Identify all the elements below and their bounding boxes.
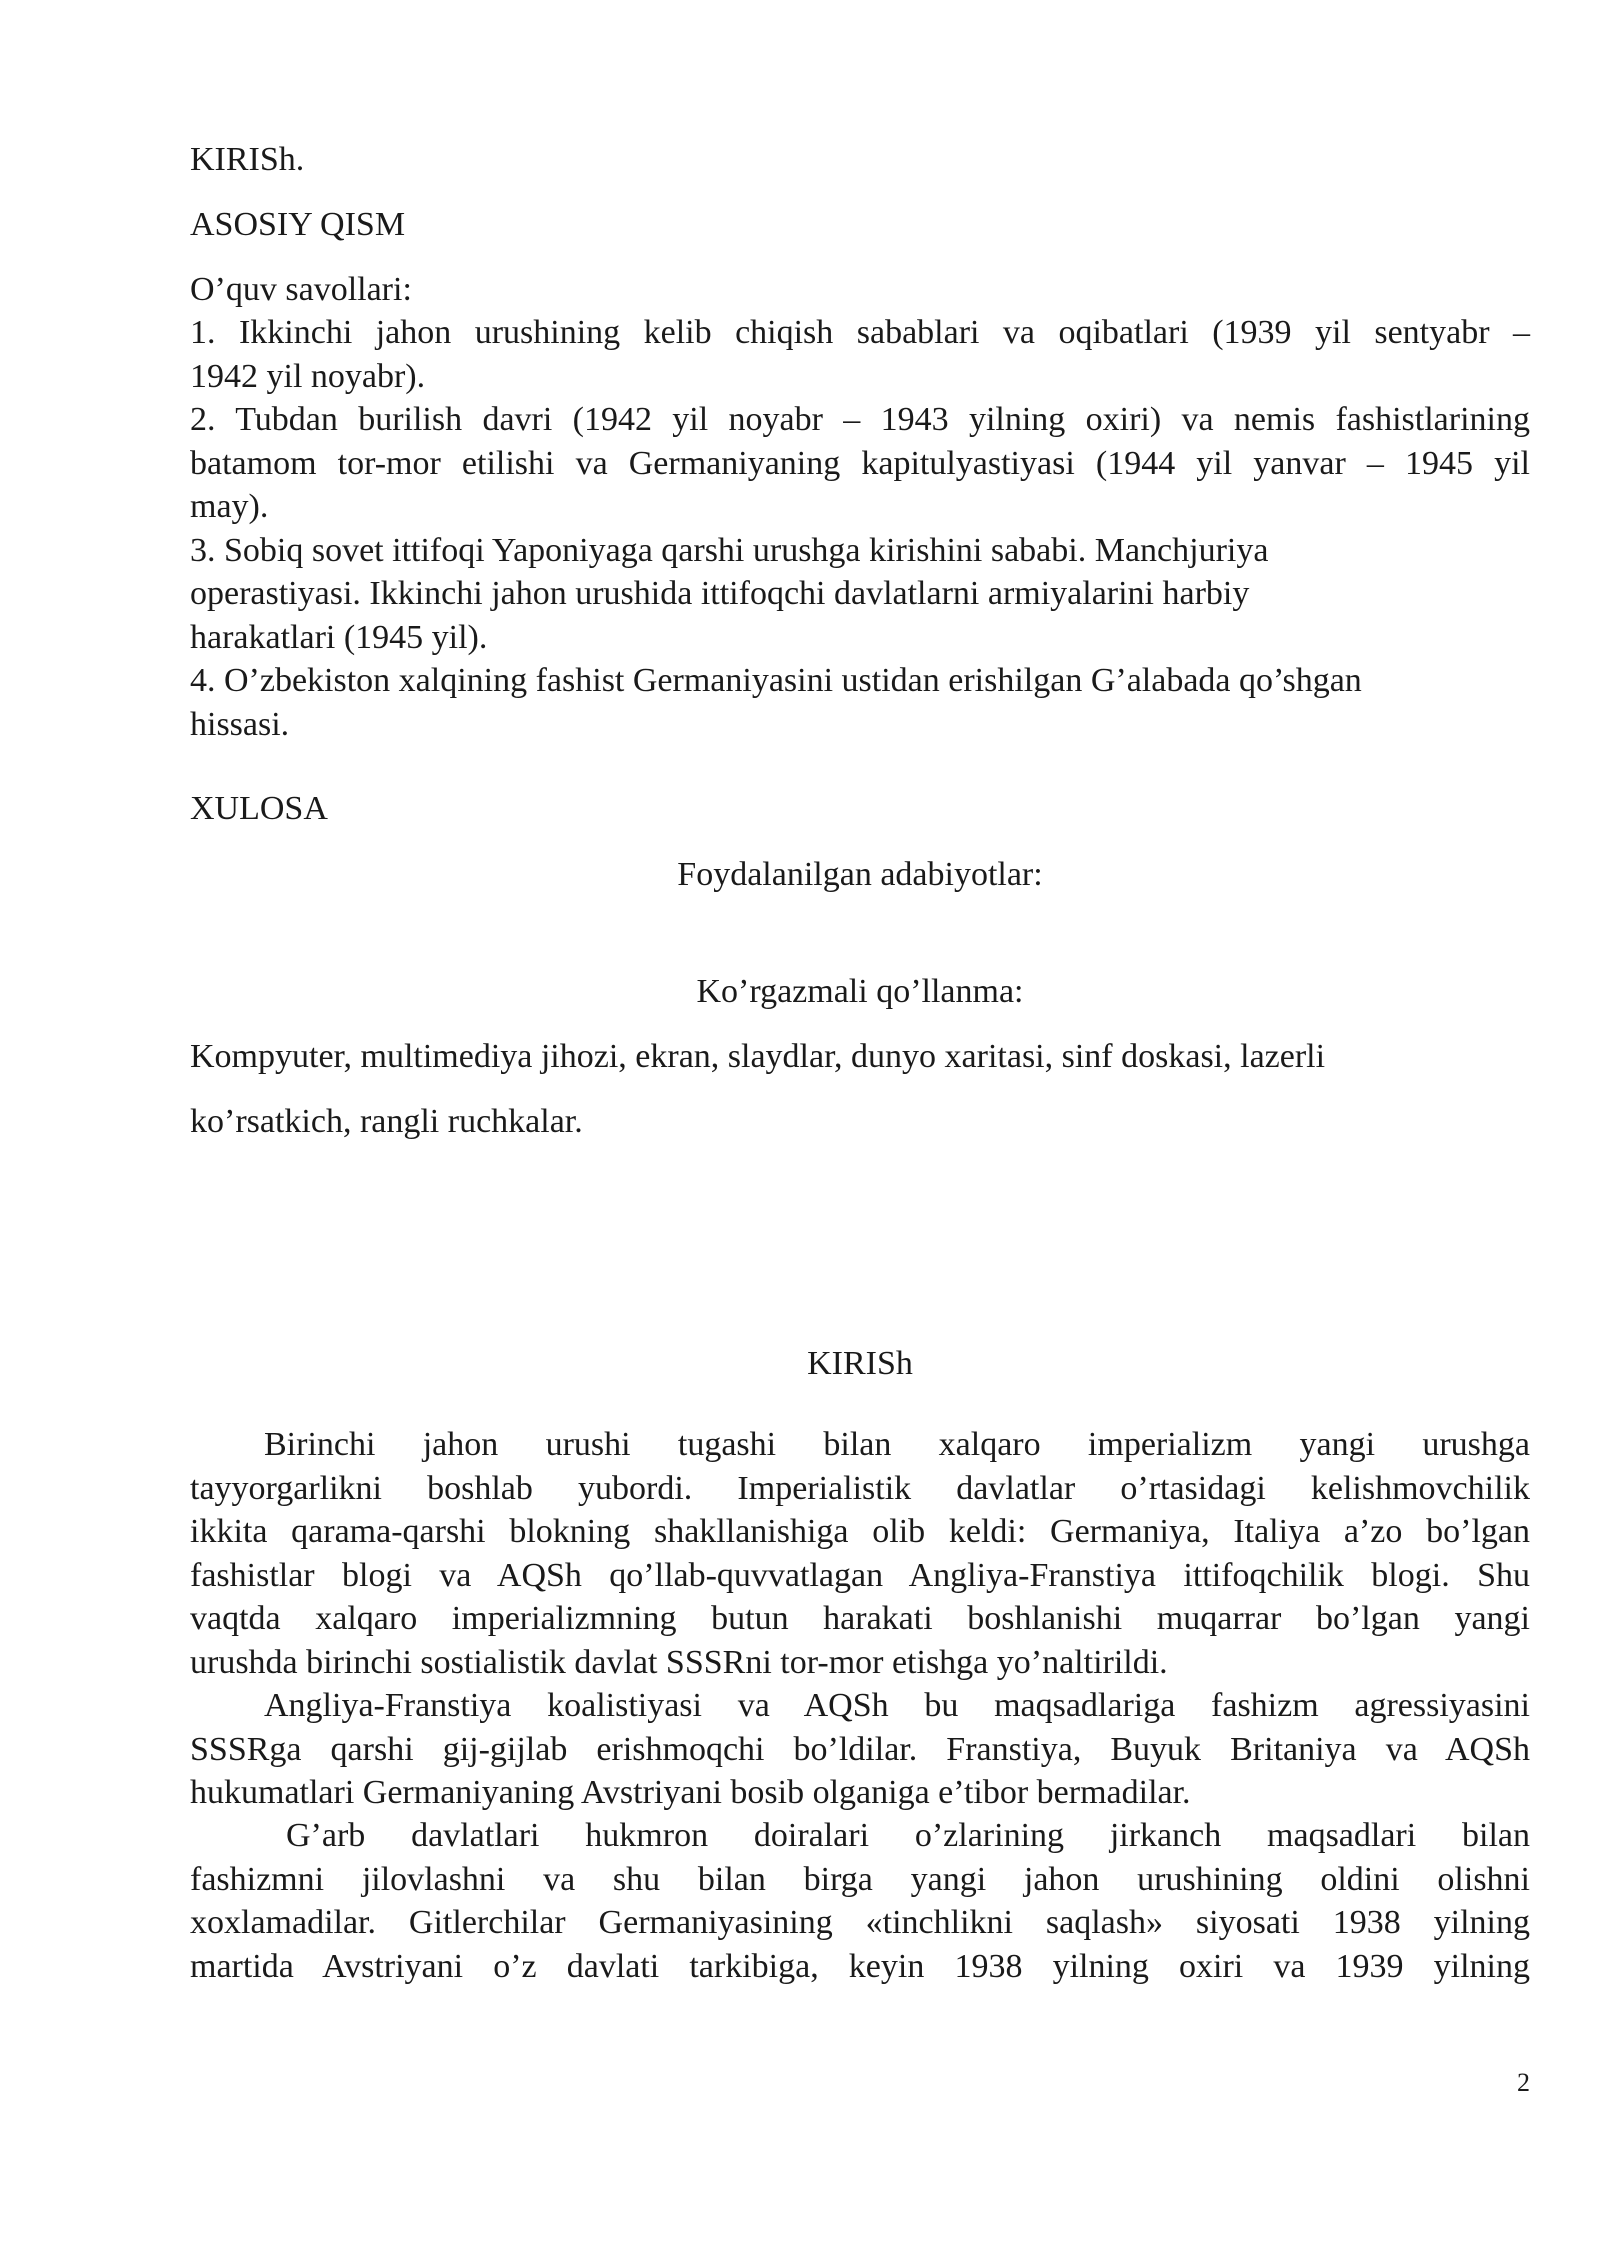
paragraph-2-line-2: SSSRga qarshi gij-gijlab erishmoqchi bo’ldilar. Franstiya, Buyuk Britaniya va AQSh — [190, 1730, 1530, 1768]
korgazmali-heading: Ko’rgazmali qo’llanma: — [696, 973, 1024, 1010]
paragraph-3-line-1: G’arb davlatlari hukmron doiralari o’zlarining jirkanch maqsadlari bilan — [286, 1817, 1530, 1854]
question-2-line-1: 2. Tubdan burilish davri (1942 yil noyabr – 1943 yilning oxiri) va nemis fashistlarining — [190, 401, 1530, 438]
paragraph-2-line-3: hukumatlari Germaniyaning Avstriyani bosib olganiga e’tibor bermadilar. — [190, 1774, 1191, 1811]
paragraph-3 — [190, 1814, 1530, 1988]
question-1-line-1: 1. Ikkinchi jahon urushining kelib chiqish sabablari va oqibatlari (1939 yil sentyabr – — [190, 314, 1530, 351]
question-2-line-2: batamom tor-mor etilishi va Germaniyaning kapitulyastiyasi (1944 yil yanvar – 1945 yil — [190, 444, 1530, 482]
paragraph-3-line-3: xoxlamadilar. Gitlerchilar Germaniyasining «tinchlikni saqlash» siyosati 1938 yilning — [190, 1904, 1530, 1941]
question-list — [190, 311, 1530, 746]
question-3-line-2: operastiyasi. Ikkinchi jahon urushida ittifoqchi davlatlarni armiyalarini harbiy — [190, 575, 1250, 612]
section-title: KIRISh — [807, 1345, 913, 1382]
paragraph-3-line-2: fashizmni jilovlashni va shu bilan birga yangi jahon urushining oldini olishni — [190, 1860, 1530, 1898]
question-1-line-2: 1942 yil noyabr). — [190, 357, 426, 395]
question-4-line-2: hissasi. — [190, 705, 290, 743]
toc-xulosa: XULOSA — [190, 790, 328, 827]
paragraph-1 — [190, 1423, 1530, 1684]
toc-savollar-title: O’quv savollari: — [190, 271, 412, 308]
paragraph-1-line-2: tayyorgarlikni boshlab yubordi. Imperialistik davlatlar o’rtasidagi kelishmovchilik — [190, 1469, 1530, 1507]
paragraph-1-line-4: fashistlar blogi va AQSh qo’llab-quvvatlagan Angliya-Franstiya ittifoqchilik blogi. Shu — [190, 1556, 1530, 1594]
paragraph-1-line-1: Birinchi jahon urushi tugashi bilan xalqaro imperializm yangi urushga — [264, 1426, 1530, 1463]
paragraph-2 — [190, 1684, 1530, 1815]
paragraph-1-line-6: urushda birinchi sostialistik davlat SSSRni tor-mor etishga yo’naltirildi. — [190, 1643, 1168, 1681]
paragraph-3-line-4: martida Avstriyani o’z davlati tarkibiga, keyin 1938 yilning oxiri va 1939 yilning — [190, 1947, 1530, 1985]
paragraph-1-line-3: ikkita qarama-qarshi blokning shakllanishiga olib keldi: Germaniya, Italiya a’zo bo’lgan — [190, 1513, 1530, 1550]
question-3-line-1: 3. Sobiq sovet ittifoqi Yaponiyaga qarshi urushga kirishini sababi. Manchjuriya — [190, 531, 1269, 569]
korgazmali-text-line-1: Kompyuter, multimediya jihozi, ekran, slaydlar, dunyo xaritasi, sinf doskasi, lazerli — [190, 1038, 1326, 1075]
korgazmali-text-line-2: ko’rsatkich, rangli ruchkalar. — [190, 1103, 583, 1140]
toc-kirish: KIRISh. — [190, 141, 305, 178]
question-3-line-3: harakatlari (1945 yil). — [190, 618, 488, 656]
paragraph-2-line-1: Angliya-Franstiya koalistiyasi va AQSh bu maqsadlariga fashizm agressiyasini — [264, 1687, 1530, 1724]
question-2-line-3: may). — [190, 488, 269, 525]
toc-asosiy-qism: ASOSIY QISM — [190, 206, 406, 243]
paragraph-1-line-5: vaqtda xalqaro imperializmning butun harakati boshlanishi muqarrar bo’lgan yangi — [190, 1600, 1530, 1637]
page-number: 2 — [1517, 2068, 1530, 2097]
adabiyotlar-heading: Foydalanilgan adabiyotlar: — [677, 856, 1043, 893]
question-4-line-1: 4. O’zbekiston xalqining fashist Germaniyasini ustidan erishilgan G’alabada qo’shgan — [190, 662, 1362, 699]
